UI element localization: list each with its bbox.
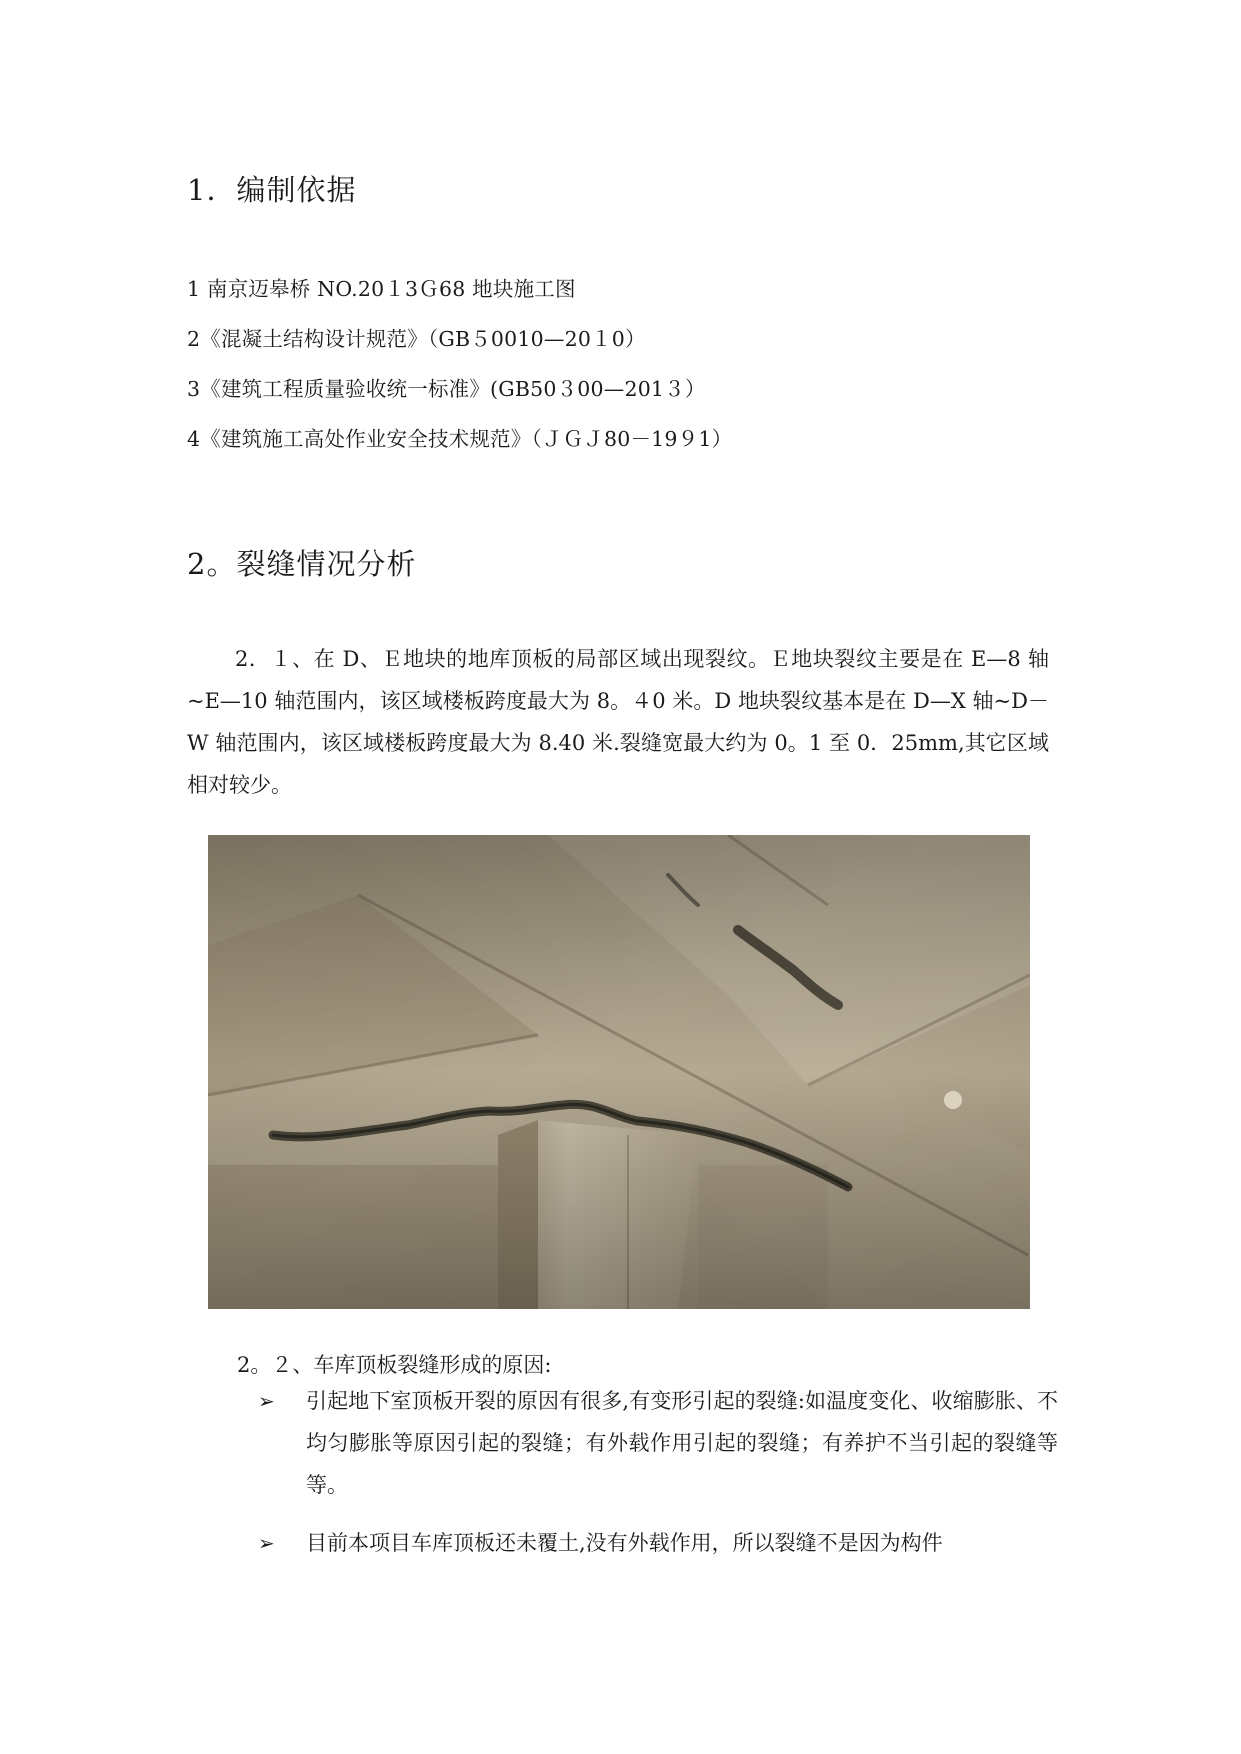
- section-1-title: 1．编制依据: [187, 173, 357, 207]
- reference-item: 4《建筑施工高处作业安全技术规范》（ＪＧＪ80－19９1）: [187, 427, 733, 451]
- bullet-text: 引起地下室顶板开裂的原因有很多,有变形引起的裂缝:如温度变化、收缩膨胀、不均匀膨胀等原因引起的裂缝；有外载作用引起的裂缝；有养护不当引起的裂缝等等。: [306, 1389, 1058, 1497]
- arrow-bullet-icon: ➢: [258, 1531, 275, 1555]
- causes-subheading: 2。２、车库顶板裂缝形成的原因:: [237, 1353, 552, 1377]
- section-2-title: 2。裂缝情况分析: [187, 547, 417, 581]
- concrete-ceiling-crack-photo: [208, 835, 1030, 1309]
- causes-bullet-list: [258, 1380, 1058, 1580]
- bullet-text: 目前本项目车库顶板还未覆土,没有外载作用，所以裂缝不是因为构件: [306, 1531, 943, 1555]
- reference-item: 1 南京迈皋桥 NO.20１3Ｇ68 地块施工图: [187, 277, 576, 301]
- reference-item: 2《混凝土结构设计规范》（GB５0010—20１0）: [187, 327, 646, 351]
- crack-description-paragraph: 2．１、在 D、Ｅ地块的地库顶板的局部区域出现裂纹。Ｅ地块裂纹主要是在 E—8 轴~E—10 轴范围内，该区域楼板跨度最大为 8。４0 米。D 地块裂纹基本是在 D—X 轴~D－W 轴范围内，该区域楼板跨度最大为 8.40 米.裂缝宽最大约为 0。1 至 0．25mm,其它区域相对较少。: [187, 647, 1049, 797]
- reference-item: 3《建筑工程质量验收统一标准》(GB50３00—201３）: [187, 377, 706, 401]
- list-item: [258, 1380, 1058, 1506]
- list-item: [258, 1522, 1058, 1564]
- arrow-bullet-icon: ➢: [258, 1389, 275, 1413]
